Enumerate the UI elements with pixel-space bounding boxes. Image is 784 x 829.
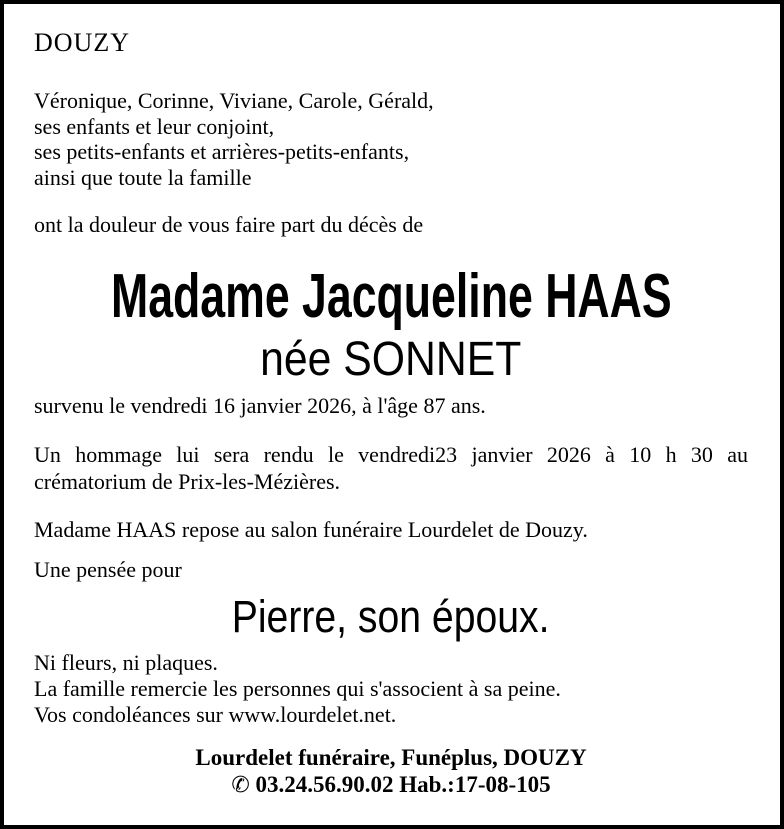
- tribute-intro: Une pensée pour: [34, 557, 182, 582]
- family-line-2: ses enfants et leur conjoint,: [34, 113, 275, 139]
- tribute-name: Pierre, son époux.: [232, 591, 550, 642]
- maiden-name-row: [34, 335, 748, 385]
- funeral-home-name: Lourdelet funéraire, Funéplus, DOUZY: [195, 745, 587, 770]
- closing-line-2: La famille remercie les personnes qui s'associent à sa peine.: [34, 676, 561, 701]
- closing-line-1: Ni fleurs, ni plaques.: [34, 650, 218, 675]
- death-date-line: survenu le vendredi 16 janvier 2026, à l'âge 87 ans.: [34, 393, 486, 418]
- family-line-3: ses petits-enfants et arrières-petits-enfants,: [34, 139, 410, 164]
- announcement-line: ont la douleur de vous faire part du décès de: [34, 212, 424, 237]
- closing-line-3: Vos condoléances sur www.lourdelet.net.: [34, 702, 397, 727]
- telephone-icon: ✆: [231, 773, 250, 798]
- phone-number: 03.24.56.90.02: [255, 772, 394, 797]
- family-line-4: ainsi que toute la famille: [34, 164, 252, 190]
- phone-line: [34, 771, 748, 799]
- ceremony-line-1: Un hommage lui sera rendu le vendredi23 janvier 2026 à 10 h 30 au: [34, 442, 748, 467]
- family-line-1: Véronique, Corinne, Viviane, Carole, Gérald,: [34, 88, 434, 113]
- license-number: Hab.:17-08-105: [399, 772, 551, 797]
- deceased-name: Madame Jacqueline HAAS: [110, 262, 672, 331]
- deceased-name-row: [34, 262, 748, 331]
- ceremony-line-2: crématorium de Prix-les-Mézières.: [34, 469, 341, 494]
- closing-paragraph: [34, 650, 748, 728]
- repose-line: Madame HAAS repose au salon funéraire Lourdelet de Douzy.: [34, 517, 588, 542]
- maiden-name: née SONNET: [260, 333, 522, 386]
- funeral-home-footer: [34, 744, 748, 799]
- ceremony-paragraph: [34, 441, 748, 495]
- tribute-name-row: [34, 593, 748, 640]
- city-heading: DOUZY: [34, 28, 130, 57]
- family-paragraph: [34, 88, 748, 190]
